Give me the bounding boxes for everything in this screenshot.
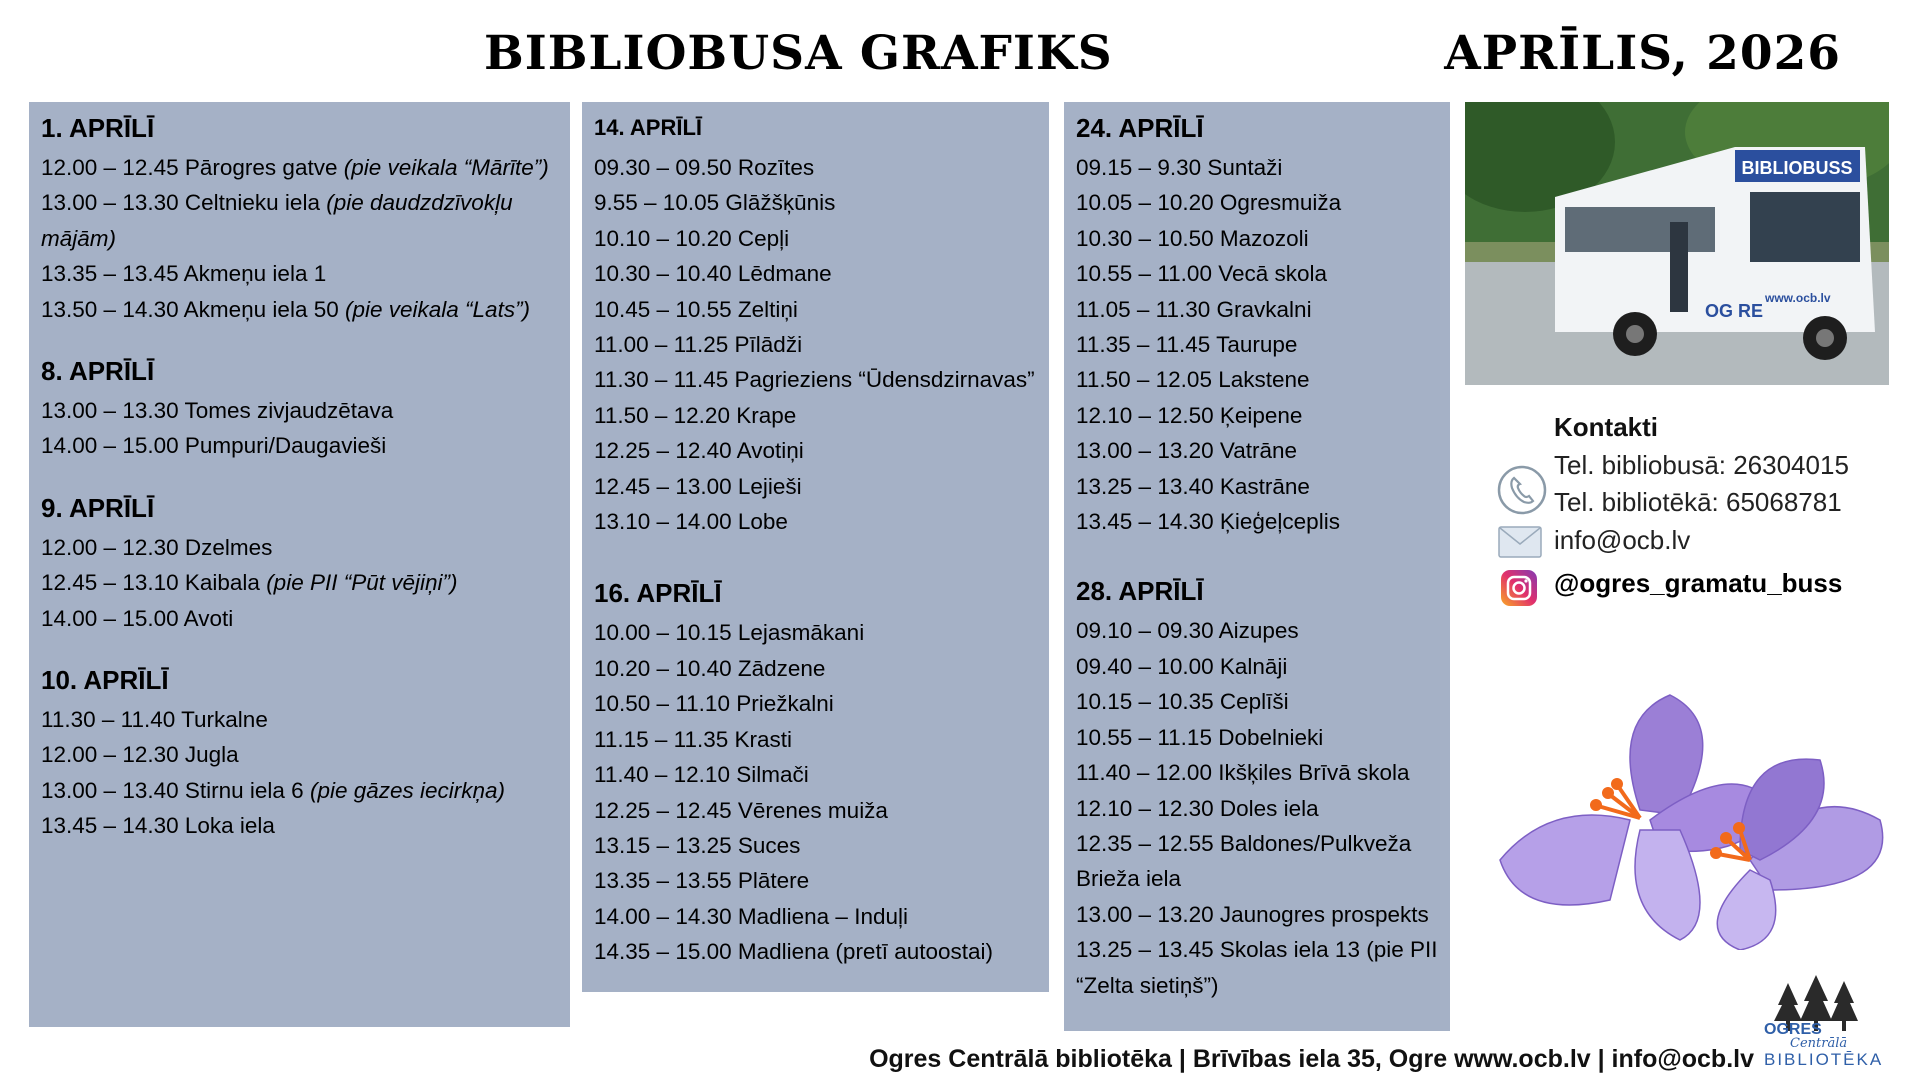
instagram-icon — [1500, 569, 1538, 607]
schedule-entry: 10.20 – 10.40 Zādzene — [594, 655, 826, 681]
schedule-entry: 12.10 – 12.50 Ķeipene — [1076, 402, 1303, 428]
schedule-entry: 11.40 – 12.00 Ikšķiles Brīvā skola — [1076, 760, 1410, 786]
schedule-entry: 11.05 – 11.30 Gravkalni — [1076, 296, 1312, 322]
instagram-link[interactable]: @ogres_gramatu_buss — [1554, 568, 1843, 598]
bus-logo: OG RE — [1705, 301, 1764, 321]
schedule-column-2 — [582, 102, 1049, 992]
schedule-entry: 10.45 – 10.55 Zeltiņi — [594, 296, 798, 322]
day-block — [41, 355, 558, 464]
schedule-entry: 09.15 – 9.30 Suntaži — [1076, 155, 1283, 180]
schedule-entry: 09.40 – 10.00 Kalnāji — [1076, 653, 1288, 679]
schedule-entry: 10.30 – 10.40 Lēdmane — [594, 261, 832, 287]
schedule-entry: 11.50 – 12.05 Lakstene — [1076, 367, 1310, 393]
bus-sign: BIBLIOBUSS — [1741, 158, 1853, 178]
schedule-entry: 09.30 – 09.50 Rozītes — [594, 155, 815, 180]
day-block — [41, 492, 558, 636]
day-block — [41, 112, 558, 327]
schedule-entry: 13.50 – 14.30 Akmeņu iela 50 (pie veikala “Lats”) — [41, 296, 531, 322]
schedule-entry: 10.55 – 11.00 Vecā skola — [1076, 261, 1328, 287]
schedule-entry: 9.55 – 10.05 Glāžšķūnis — [594, 190, 836, 216]
schedule-entry: 11.35 – 11.45 Taurupe — [1076, 332, 1298, 358]
schedule-entry: 10.05 – 10.20 Ogresmuiža — [1076, 190, 1342, 216]
phone-bus: Tel. bibliobusā: 26304015 — [1554, 450, 1849, 480]
day-heading: 10. APRĪLĪ — [41, 665, 169, 696]
schedule-entry: 13.15 – 13.25 Suces — [594, 832, 801, 858]
schedule-entry: 11.30 – 11.40 Turkalne — [41, 707, 268, 733]
day-block — [1076, 575, 1438, 1002]
day-heading: 28. APRĪLĪ — [1076, 576, 1204, 607]
day-heading: 9. APRĪLĪ — [41, 492, 155, 523]
schedule-entry: 11.15 – 11.35 Krasti — [594, 726, 793, 752]
schedule-column-1 — [29, 102, 570, 1027]
schedule-entry: 11.00 – 11.25 Pīlādži — [594, 332, 803, 358]
day-heading: 14. APRĪLĪ — [594, 115, 702, 140]
schedule-entry: 12.00 – 12.30 Jugla — [41, 742, 239, 768]
schedule-entry: 13.00 – 13.20 Vatrāne — [1076, 438, 1298, 464]
schedule-column-3 — [1064, 102, 1450, 1031]
day-heading: 8. APRĪLĪ — [41, 356, 155, 387]
mail-icon — [1498, 526, 1542, 558]
month-title: APRĪLIS, 2026 — [1444, 26, 1841, 81]
schedule-entry: 13.25 – 13.45 Skolas iela 13 (pie PII “Zelta sietiņš”) — [1076, 937, 1438, 998]
schedule-entry: 13.25 – 13.40 Kastrāne — [1076, 473, 1310, 499]
schedule-entry: 10.55 – 11.15 Dobelnieki — [1076, 724, 1324, 750]
schedule-entry: 10.15 – 10.35 Ceplīši — [1076, 689, 1289, 715]
schedule-entry: 12.45 – 13.00 Lejieši — [594, 473, 802, 499]
page-title: BIBLIOBUSA GRAFIKS — [484, 26, 1113, 81]
phone-library: Tel. bibliotēkā: 65068781 — [1554, 487, 1842, 517]
logo-text-ogres: OGRES — [1764, 1021, 1822, 1038]
schedule-entry: 09.10 – 09.30 Aizupes — [1076, 618, 1299, 644]
schedule-entry: 13.35 – 13.45 Akmeņu iela 1 — [41, 261, 327, 287]
schedule-entry: 12.10 – 12.30 Doles iela — [1076, 795, 1319, 821]
schedule-entry: 13.00 – 13.40 Stirnu iela 6 (pie gāzes iecirkņa) — [41, 777, 506, 803]
day-heading: 24. APRĪLĪ — [1076, 113, 1204, 143]
day-block — [594, 112, 1037, 539]
schedule-entry: 13.45 – 14.30 Ķieģeļceplis — [1076, 509, 1340, 535]
schedule-entry: 13.35 – 13.55 Plātere — [594, 868, 810, 894]
bus-url: www.ocb.lv — [1765, 291, 1831, 305]
footer-address: Ogres Centrālā bibliotēka | Brīvības iela 35, Ogre www.ocb.lv | info@ocb.lv — [869, 1045, 1754, 1073]
schedule-entry: 12.25 – 12.40 Avotiņi — [594, 438, 804, 464]
schedule-entry: 14.35 – 15.00 Madliena (pretī autoostai) — [594, 939, 994, 965]
email-link[interactable]: info@ocb.lv — [1554, 525, 1691, 555]
schedule-entry: 10.50 – 11.10 Priežkalni — [594, 691, 834, 717]
schedule-entry: 11.40 – 12.10 Silmači — [594, 762, 809, 788]
day-block — [1076, 112, 1438, 539]
day-heading: 16. APRĪLĪ — [594, 578, 722, 609]
schedule-entry: 13.10 – 14.00 Lobe — [594, 509, 788, 535]
schedule-entry: 11.30 – 11.45 Pagrieziens “Ūdensdzirnavas” — [594, 367, 1035, 393]
schedule-entry: 12.00 – 12.45 Pārogres gatve (pie veikala “Mārīte”) — [41, 155, 549, 180]
day-block — [41, 664, 558, 844]
schedule-entry: 11.50 – 12.20 Krape — [594, 402, 797, 428]
schedule-entry: 13.00 – 13.20 Jaunogres prospekts — [1076, 901, 1429, 927]
phone-icon — [1496, 464, 1548, 516]
bibliobus-photo — [1465, 102, 1889, 385]
schedule-entry: 10.30 – 10.50 Mazozoli — [1076, 225, 1309, 251]
bus-illustration — [1465, 102, 1889, 385]
schedule-entry: 12.35 – 12.55 Baldones/Pulkveža Brieža iela — [1076, 830, 1412, 892]
schedule-entry: 12.45 – 13.10 Kaibala (pie PII “Pūt vējiņi”) — [41, 570, 458, 596]
contacts-title: Kontakti — [1554, 412, 1658, 442]
schedule-entry: 10.10 – 10.20 Cepļi — [594, 225, 790, 251]
schedule-entry: 12.00 – 12.30 Dzelmes — [41, 534, 273, 560]
logo-text-centrala: Centrālā — [1790, 1036, 1848, 1051]
schedule-entry: 13.45 – 14.30 Loka iela — [41, 813, 275, 839]
schedule-entry: 10.00 – 10.15 Lejasmākani — [594, 620, 865, 646]
schedule-entry: 14.00 – 15.00 Pumpuri/Daugavieši — [41, 433, 387, 459]
schedule-entry: 14.00 – 15.00 Avoti — [41, 605, 234, 631]
day-heading: 1. APRĪLĪ — [41, 113, 155, 143]
schedule-entry: 14.00 – 14.30 Madliena – Induļi — [594, 903, 908, 929]
schedule-entry: 13.00 – 13.30 Celtnieku iela (pie daudzdzīvokļu mājām) — [41, 190, 513, 251]
logo-text-biblioteka: BIBLIOTĒKA — [1764, 1050, 1884, 1069]
day-block — [594, 577, 1037, 969]
schedule-entry: 13.00 – 13.30 Tomes zivjaudzētava — [41, 398, 394, 424]
crocus-flower-image — [1490, 690, 1900, 950]
schedule-entry: 12.25 – 12.45 Vērenes muiža — [594, 797, 888, 823]
